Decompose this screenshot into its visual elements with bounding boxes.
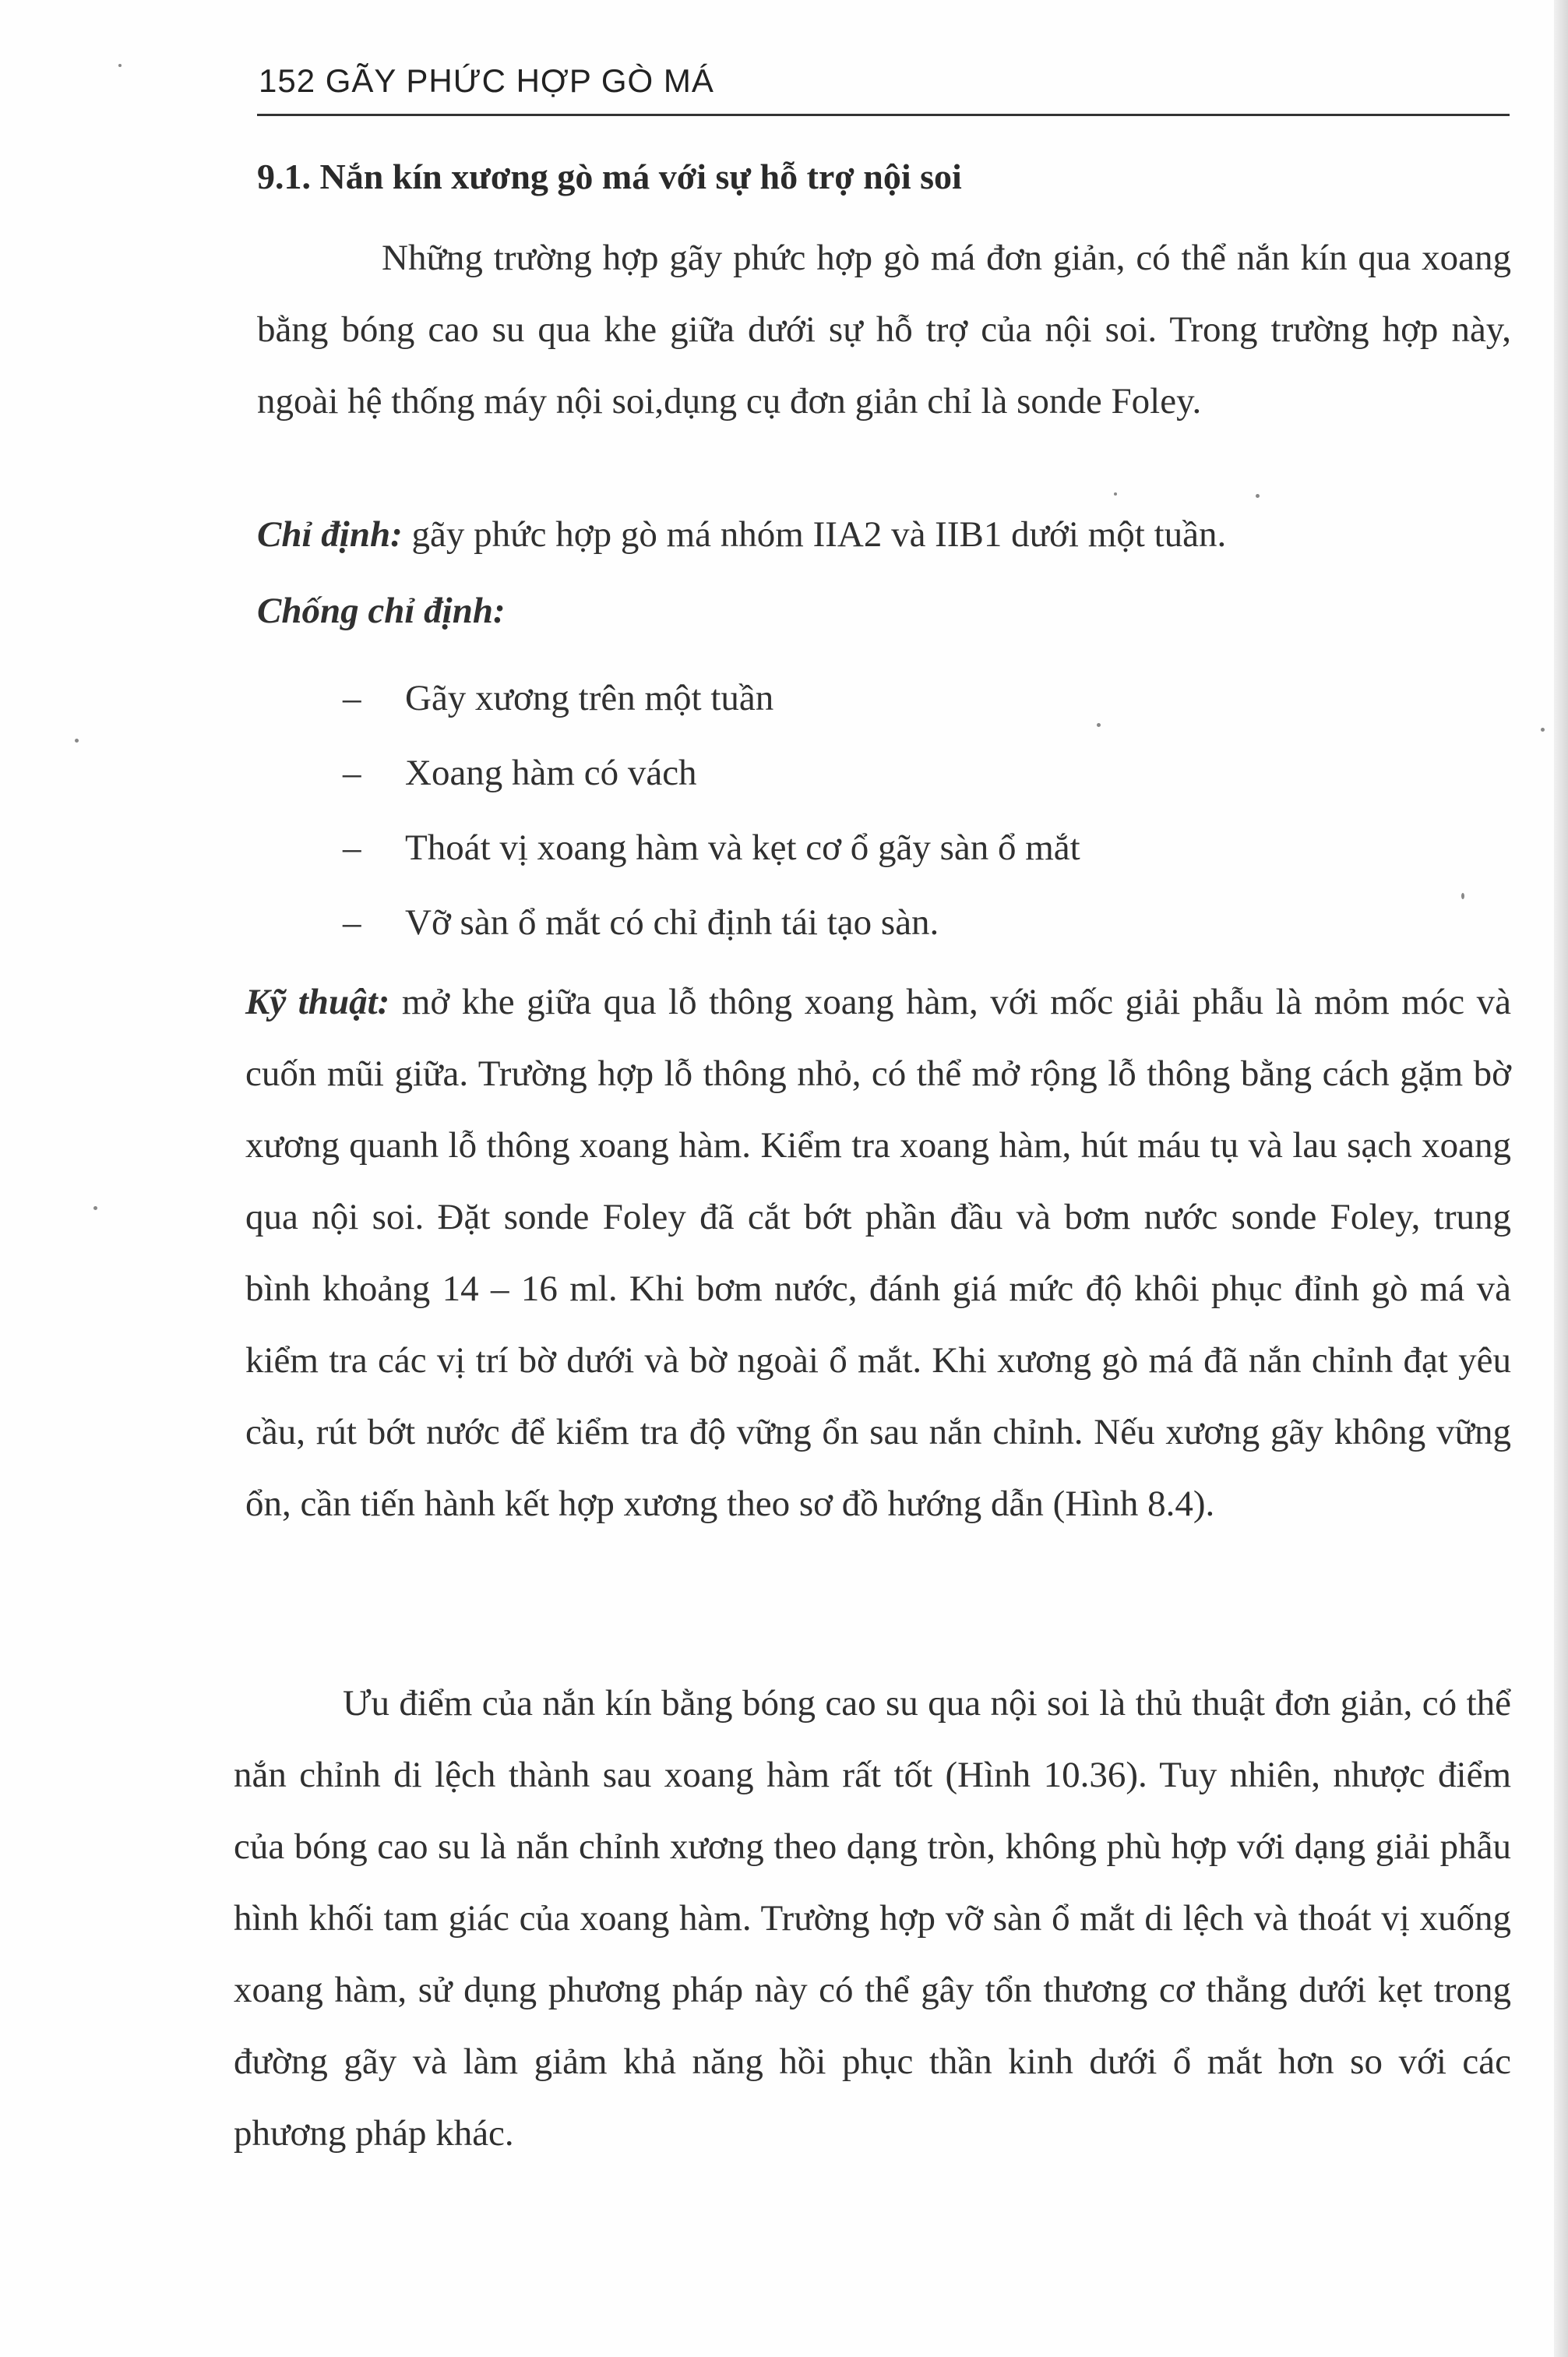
contraindication-item <box>343 899 939 946</box>
bullet-dash: – <box>343 753 361 793</box>
running-title: GÃY PHỨC HỢP GÒ MÁ <box>325 62 714 99</box>
scan-speck <box>1541 728 1545 732</box>
page-number: 152 <box>259 62 316 99</box>
bullet-dash: – <box>343 678 361 718</box>
indication-line <box>257 511 1226 558</box>
indication-label: Chỉ định: <box>257 514 403 555</box>
running-header <box>259 62 714 100</box>
contraindication-heading <box>257 587 506 634</box>
contraindication-label: Chống chỉ định: <box>257 591 506 631</box>
contraindication-item-text: Thoát vị xoang hàm và kẹt cơ ổ gãy sàn ổ mắt <box>405 827 1080 868</box>
scan-speck <box>118 64 122 67</box>
technique-label: Kỹ thuật: <box>245 982 390 1022</box>
technique-paragraph <box>245 966 1511 1540</box>
contraindication-item <box>343 750 697 796</box>
contraindication-item-text: Xoang hàm có vách <box>405 753 697 793</box>
section-title: 9.1. Nắn kín xương gò má với sự hỗ trợ nội soi <box>257 157 962 196</box>
bullet-dash: – <box>343 827 361 868</box>
contraindication-item <box>343 824 1080 871</box>
scan-speck <box>1114 492 1117 496</box>
contraindication-item <box>343 675 773 722</box>
scan-speck <box>93 1206 97 1210</box>
indication-text: gãy phức hợp gò má nhóm IIA2 và IIB1 dưới một tuần. <box>411 514 1227 555</box>
technique-text: mở khe giữa qua lỗ thông xoang hàm, với mốc giải phẫu là mỏm móc và cuốn mũi giữa. Trường hợp lỗ thông nhỏ, có thể mở rộng lỗ thông bằng cách gặm bờ xương quanh lỗ thông xoang hàm. Kiểm tra xoang hàm, hút máu tụ và lau sạch xoang qua nội soi. Đặt sonde Foley đã cắt bớt phần đầu và bơm nước sonde Foley, trung bình khoảng 14 – 16 ml. Khi bơm nước, đánh giá mức độ khôi phục đỉnh gò má và kiểm tra các vị trí bờ dưới và bờ ngoài ổ mắt. Khi xương gò má đã nắn chỉnh đạt yêu cầu, rút bớt nước để kiểm tra độ vững ổn sau nắn chỉnh. Nếu xương gãy không vững ổn, cần tiến hành kết hợp xương theo sơ đồ hướng dẫn (Hình 8.4). <box>245 982 1512 1524</box>
header-rule <box>257 114 1510 116</box>
scan-speck <box>1461 893 1464 899</box>
scan-speck <box>75 739 79 743</box>
contraindication-item-text: Gãy xương trên một tuần <box>405 678 774 718</box>
contraindication-item-text: Vỡ sàn ổ mắt có chỉ định tái tạo sàn. <box>405 902 939 943</box>
intro-paragraph: Những trường hợp gãy phức hợp gò má đơn giản, có thể nắn kín qua xoang bằng bóng cao su qua khe giữa dưới sự hỗ trợ của nội soi. Trong trường hợp này, ngoài hệ thống máy nội soi,dụng cụ đơn giản chỉ là sonde Foley. <box>257 238 1511 422</box>
scan-speck <box>1256 494 1260 498</box>
discussion-paragraph: Ưu điểm của nắn kín bằng bóng cao su qua nội soi là thủ thuật đơn giản, có thể nắn chỉnh di lệch thành sau xoang hàm rất tốt (Hình 10.36). Tuy nhiên, nhược điểm của bóng cao su là nắn chỉnh xương theo dạng tròn, không phù hợp với dạng giải phẫu hình khối tam giác của xoang hàm. Trường hợp vỡ sàn ổ mắt di lệch và thoát vị xuống xoang hàm, sử dụng phương pháp này có thể gây tổn thương cơ thẳng dưới kẹt trong đường gãy và làm giảm khả năng hồi phục thần kinh dưới ổ mắt hơn so với các phương pháp khác. <box>234 1683 1511 2154</box>
bullet-dash: – <box>343 902 361 943</box>
page-edge-shadow <box>1554 0 1568 2357</box>
scan-speck <box>1097 723 1101 727</box>
